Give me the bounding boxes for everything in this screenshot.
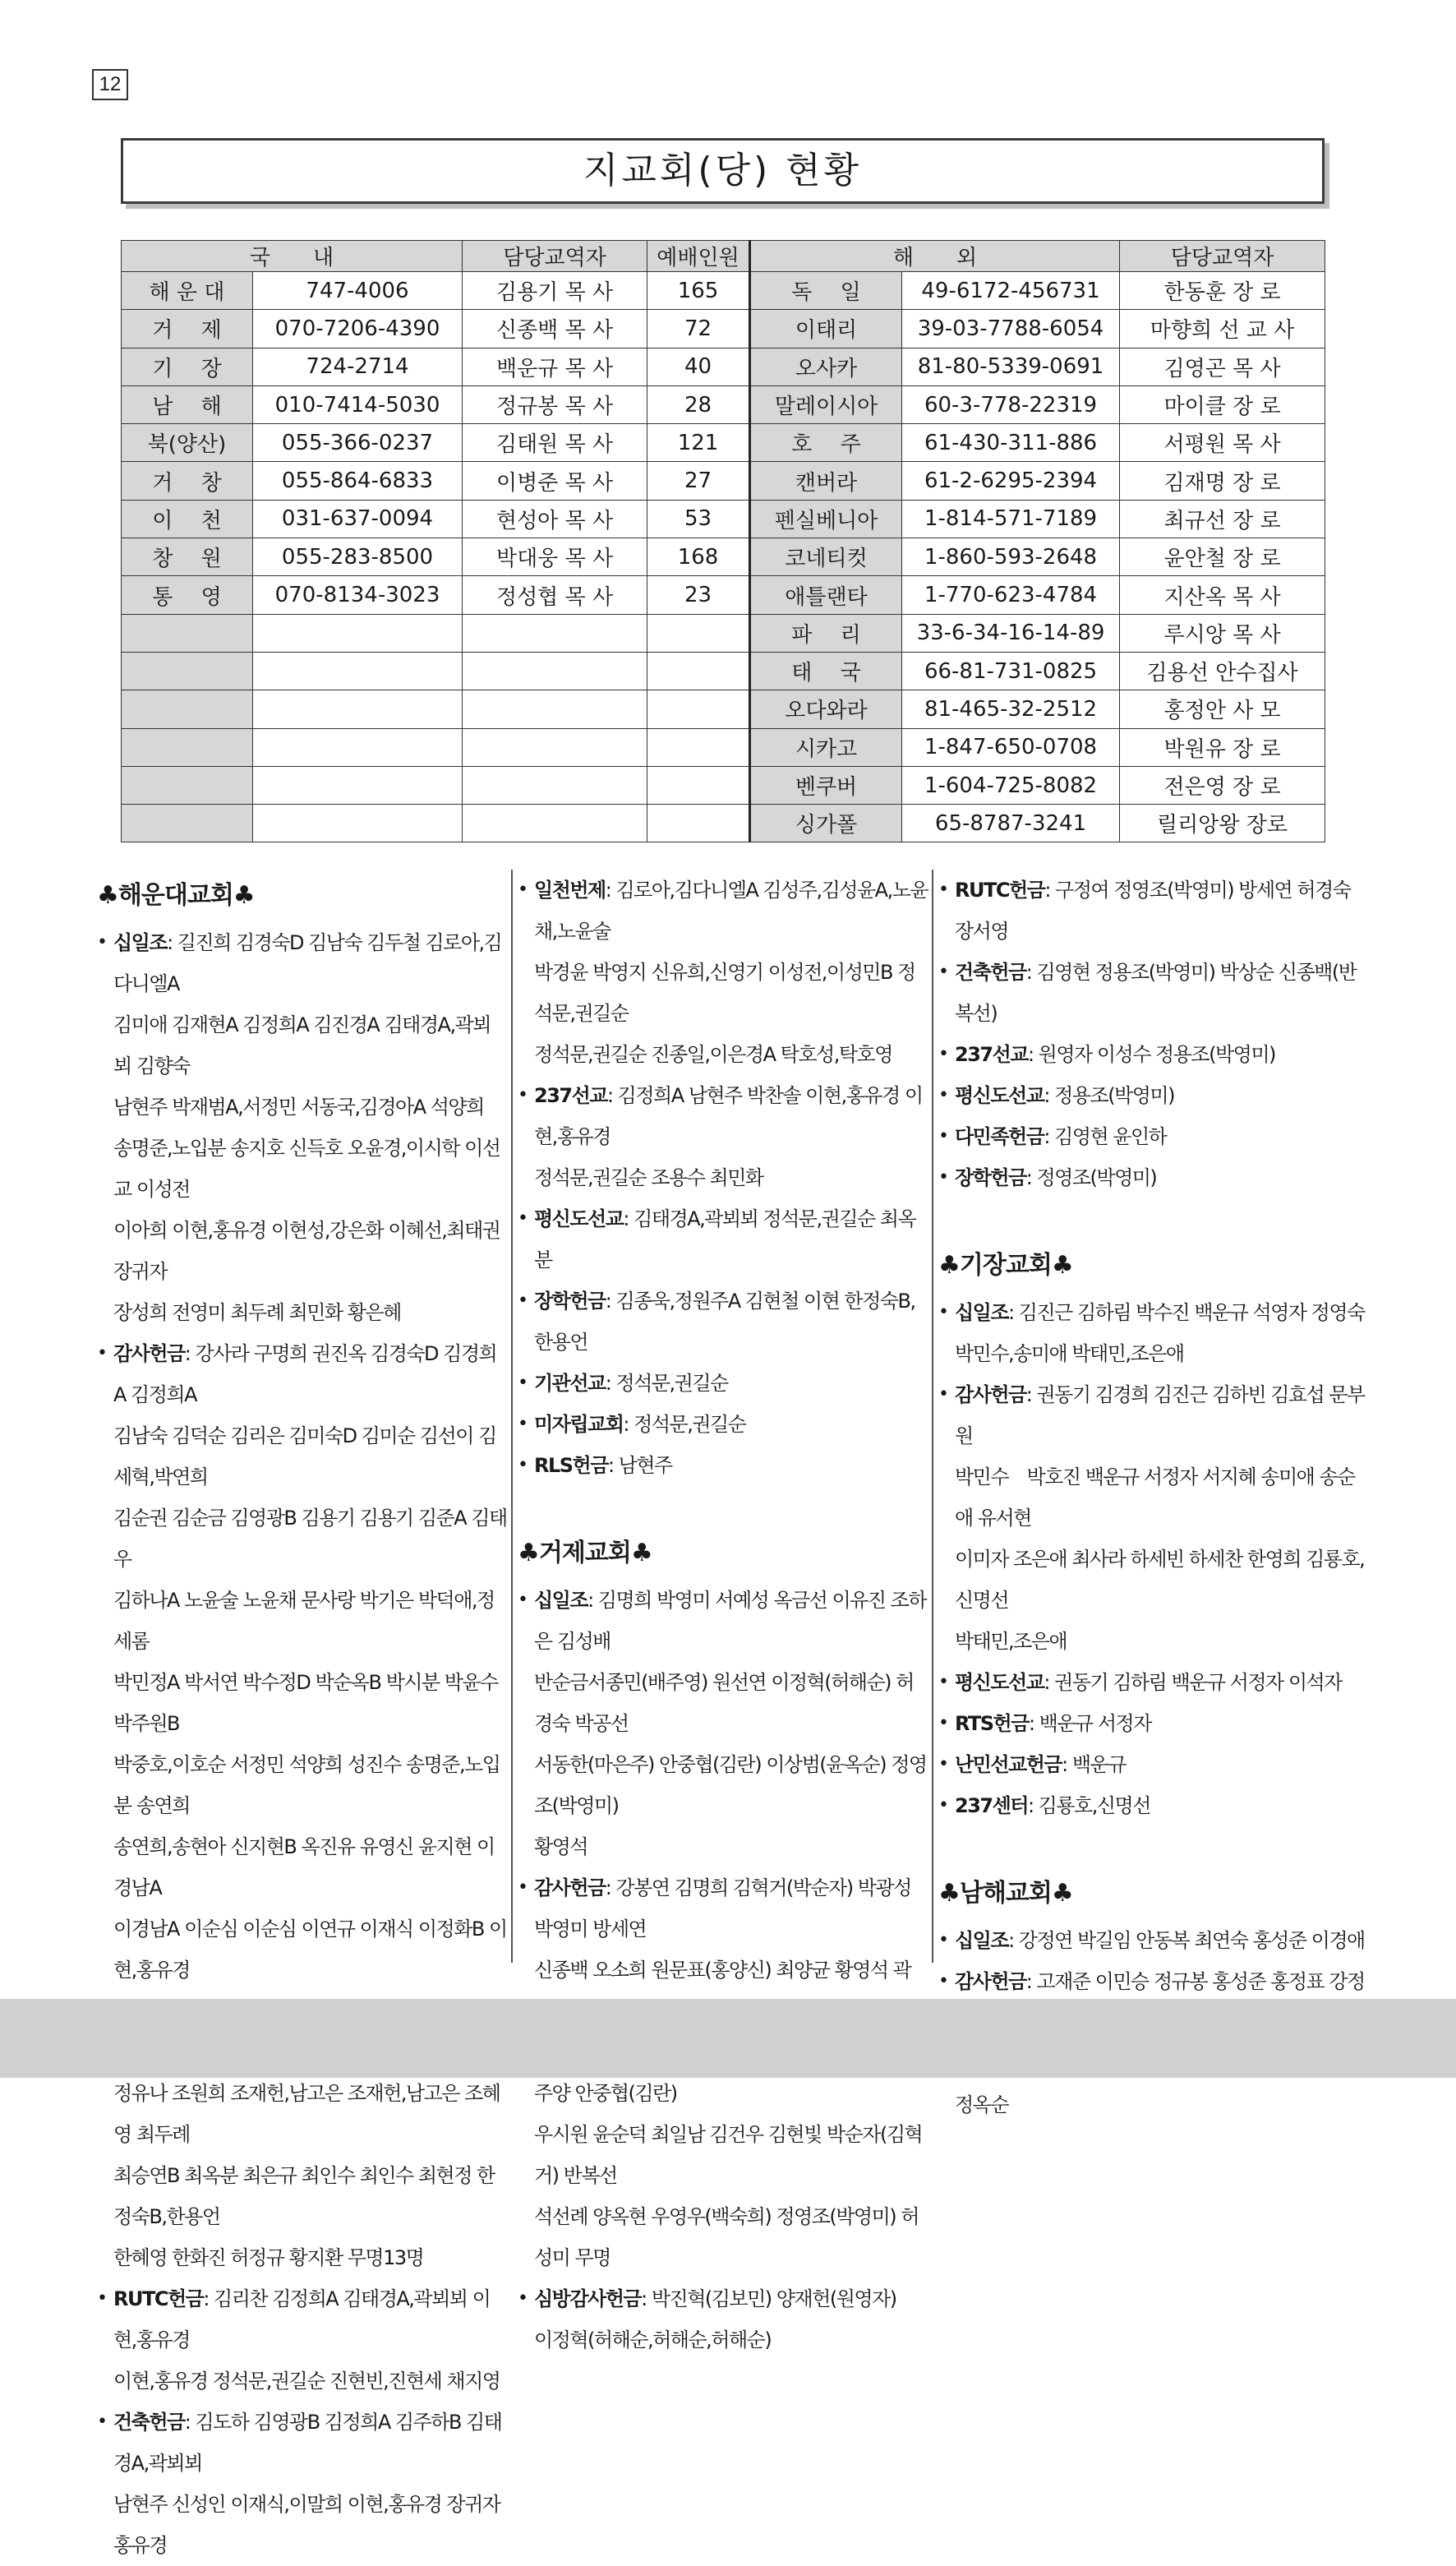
- list-item: [518, 2196, 928, 2278]
- table-cell-d-count: 168: [647, 538, 750, 576]
- list-item: [97, 1128, 508, 1210]
- page-number: 12: [92, 69, 128, 100]
- list-item: [518, 1404, 928, 1445]
- offering-label: 십일조: [955, 1929, 1009, 1952]
- offering-label: 237선교: [955, 1043, 1028, 1066]
- table-cell-d-count: 40: [647, 348, 750, 385]
- list-item: [518, 1198, 928, 1281]
- table-row: [122, 272, 1325, 310]
- table-cell-o-pastor: 김영곤 목 사: [1120, 348, 1325, 385]
- list-item: [938, 1785, 1366, 1826]
- offering-names: 장성희 전영미 최두례 최민화 황은혜: [113, 1301, 401, 1324]
- list-item: [518, 1157, 928, 1198]
- table-cell-d-pastor: 이병준 목 사: [463, 462, 647, 500]
- branch-church-table: [121, 240, 1325, 842]
- offering-label: RUTC헌금: [955, 879, 1045, 902]
- offering-names: 박민정A 박서연 박수정D 박순옥B 박시분 박윤수 박주원B: [113, 1671, 498, 1735]
- entry-list: [938, 870, 1366, 1198]
- offering-label: 감사헌금: [955, 1383, 1026, 1406]
- offering-names: 이경남A 이순심 이순심 이연규 이재식 이정화B 이현,홍유경: [113, 1918, 507, 1982]
- list-item: [97, 2484, 508, 2566]
- offering-names: 정옥순: [955, 2093, 1009, 2116]
- list-item: [938, 952, 1366, 1034]
- offering-label: RLS헌금: [534, 1454, 608, 1477]
- list-item: [97, 922, 508, 1004]
- table-cell-o-phone: 81-465-32-2512: [902, 690, 1120, 728]
- table-header-row: [122, 241, 1325, 272]
- table-cell-d-name: [122, 690, 253, 728]
- table-cell-d-name: [122, 652, 253, 690]
- table-cell-o-phone: 61-430-311-886: [902, 424, 1120, 462]
- entry-list: [97, 922, 508, 2566]
- offering-names: : 김리찬 김정희A 김태경A,곽뵈뵈 이현,홍유경: [113, 2287, 491, 2351]
- table-cell-d-phone: [253, 614, 463, 652]
- offering-names: 정석문,권길순 진종일,이은경A 탁호성,탁호영: [534, 1043, 892, 1066]
- table-cell-d-count: 165: [647, 272, 750, 310]
- offering-names: : 강봉연 김명희 김혁거(박순자) 박광성 박영미 방세연: [534, 1876, 911, 1941]
- offering-label: 평신도선교: [534, 1207, 624, 1230]
- table-cell-o-pastor: 박원유 장 로: [1120, 728, 1325, 766]
- offering-names: 이미자 조은애 최사라 하세빈 하세찬 한영희 김룡호,신명선: [955, 1548, 1365, 1612]
- table-cell-d-count: 28: [647, 385, 750, 423]
- offering-names: 이정혁(허해순,허해순,허해순): [534, 2328, 772, 2351]
- column-middle: [518, 870, 928, 2361]
- offering-names: : 김로아,김다니엘A 김성주,김성윤A,노윤채,노윤술: [534, 879, 928, 943]
- offering-names: 박태민,조은애: [955, 1630, 1067, 1653]
- list-item: [938, 1333, 1366, 1374]
- table-row: [122, 538, 1325, 576]
- list-item: [97, 2237, 508, 2278]
- offering-names: : 박진혁(김보민) 양재헌(원영자): [641, 2287, 896, 2310]
- table-cell-o-pastor: 릴리앙왕 장로: [1120, 805, 1325, 842]
- list-item: [97, 1004, 508, 1087]
- table-row: [122, 766, 1325, 804]
- table-cell-d-count: 72: [647, 310, 750, 348]
- page-title: 지교회(당) 현황: [121, 138, 1325, 204]
- table-cell-d-phone: 031-637-0094: [253, 500, 463, 538]
- table-cell-o-phone: 1-860-593-2648: [902, 538, 1120, 576]
- table-cell-d-count: [647, 728, 750, 766]
- table-cell-d-count: 121: [647, 424, 750, 462]
- offering-names: 반순금서종민(배주영) 원선연 이정혁(허해순) 허경숙 박공선: [534, 1671, 914, 1735]
- table-cell-d-pastor: [463, 805, 647, 842]
- offering-names: : 정용조(박영미): [1044, 1084, 1174, 1107]
- offering-label: 미자립교회: [534, 1413, 624, 1436]
- table-row: [122, 385, 1325, 423]
- table-cell-d-name: [122, 728, 253, 766]
- table-cell-d-pastor: [463, 690, 647, 728]
- list-item: [97, 1826, 508, 1908]
- list-item: [518, 1662, 928, 1744]
- entry-list: [518, 870, 928, 1486]
- offering-names: : 김명희 박영미 서예성 옥금선 이유진 조하은 김성배: [534, 1589, 927, 1653]
- table-cell-o-pastor: 서평원 목 사: [1120, 424, 1325, 462]
- offering-names: 최승연B 최옥분 최은규 최인수 최인수 최현정 한정숙B,한용언: [113, 2164, 495, 2228]
- table-cell-o-pastor: 전은영 장 로: [1120, 766, 1325, 804]
- list-item: [518, 952, 928, 1034]
- offering-label: 감사헌금: [955, 1970, 1026, 1993]
- offering-names: : 김진근 김하림 박수진 백운규 석영자 정영숙: [1008, 1301, 1365, 1324]
- table-cell-d-pastor: [463, 728, 647, 766]
- table-cell-d-name: [122, 766, 253, 804]
- table-row: [122, 500, 1325, 538]
- header-domestic-pastor: 담당교역자: [463, 241, 647, 272]
- offering-names: 정석문,권길순 조용수 최민화: [534, 1166, 763, 1189]
- table-cell-d-name: 거 창: [122, 462, 253, 500]
- table-cell-d-count: [647, 614, 750, 652]
- table-cell-o-name: 독 일: [750, 272, 902, 310]
- table-cell-d-count: [647, 690, 750, 728]
- table-cell-o-pastor: 마향희 선 교 사: [1120, 310, 1325, 348]
- column-haeundae: [97, 870, 508, 2566]
- table-cell-d-pastor: 백운규 목 사: [463, 348, 647, 385]
- offering-label: 십일조: [113, 931, 168, 954]
- offering-label: 감사헌금: [534, 1876, 606, 1899]
- table-cell-d-phone: [253, 728, 463, 766]
- offering-names: : 강사라 구명희 권진옥 김경숙D 김경희A 김정희A: [113, 1342, 497, 1406]
- header-attendance: 예배인원: [647, 241, 750, 272]
- table-cell-d-name: [122, 614, 253, 652]
- list-item: [518, 1867, 928, 1950]
- table-cell-o-phone: 60-3-778-22319: [902, 385, 1120, 423]
- offering-names: : 김룡호,신명선: [1027, 1794, 1150, 1817]
- offering-names: : 김영현 정용조(박영미) 박상순 신종백(반복선): [955, 961, 1357, 1025]
- table-cell-o-pastor: 김용선 안수집사: [1120, 652, 1325, 690]
- list-item: [938, 1539, 1366, 1621]
- table-cell-o-phone: 1-770-623-4784: [902, 576, 1120, 614]
- offering-names: 이현,홍유경 정석문,권길순 진현빈,진현세 채지영: [113, 2370, 500, 2393]
- offering-names: : 김영현 윤인하: [1044, 1125, 1167, 1148]
- offering-names: 석선례 양옥현 우영우(백숙희) 정영조(박영미) 허성미 무명: [534, 2205, 919, 2269]
- table-cell-o-phone: 33-6-34-16-14-89: [902, 614, 1120, 652]
- table-cell-d-count: 27: [647, 462, 750, 500]
- offering-names: 신종백 오소희 원문표(홍양신) 최양균 황영석 곽: [534, 1959, 911, 1982]
- table-cell-d-phone: [253, 652, 463, 690]
- table-cell-o-name: 이태리: [750, 310, 902, 348]
- table-cell-d-phone: 070-7206-4390: [253, 310, 463, 348]
- footer-band: [0, 1999, 1456, 2078]
- offering-names: 송명준,노입분 송지호 신득호 오윤경,이시학 이선교 이성전: [113, 1137, 500, 1201]
- table-cell-d-pastor: 박대웅 목 사: [463, 538, 647, 576]
- offering-names: 서동한(마은주) 안중협(김란) 이상범(윤옥순) 정영조(박영미): [534, 1753, 927, 1817]
- offering-label: 일천번제: [534, 879, 606, 902]
- offering-names: 주양 안중협(김란): [534, 2082, 677, 2105]
- offering-label: 건축헌금: [113, 2411, 185, 2434]
- list-item: [97, 1292, 508, 1333]
- table-cell-o-phone: 66-81-731-0825: [902, 652, 1120, 690]
- table-row: [122, 614, 1325, 652]
- offering-label: 십일조: [534, 1589, 588, 1612]
- list-item: [938, 1662, 1366, 1703]
- offering-label: 감사헌금: [113, 1342, 185, 1365]
- table-cell-o-name: 호 주: [750, 424, 902, 462]
- table-cell-o-name: 벤쿠버: [750, 766, 902, 804]
- table-cell-o-name: 말레이시아: [750, 385, 902, 423]
- offering-names: 박경윤 박영지 신유희,신영기 이성전,이성민B 정석문,권길순: [534, 961, 915, 1025]
- list-item: [97, 2361, 508, 2402]
- header-overseas: 해 외: [750, 241, 1120, 272]
- offering-label: 다민족헌금: [955, 1125, 1044, 1148]
- offering-label: 평신도선교: [955, 1084, 1044, 1107]
- offering-label: 기관선교: [534, 1372, 606, 1395]
- table-cell-d-name: 해 운 대: [122, 272, 253, 310]
- list-item: [97, 2402, 508, 2484]
- table-cell-o-name: 애틀랜타: [750, 576, 902, 614]
- list-item: [938, 1374, 1366, 1456]
- table-cell-o-name: 캔버라: [750, 462, 902, 500]
- list-item: [97, 2155, 508, 2237]
- list-item: [518, 1075, 928, 1157]
- offering-label: 237센터: [955, 1794, 1028, 1817]
- offering-names: : 백운규: [1062, 1753, 1126, 1776]
- table-cell-o-phone: 39-03-7788-6054: [902, 310, 1120, 348]
- table-cell-o-name: 오사카: [750, 348, 902, 385]
- table-cell-d-phone: [253, 766, 463, 804]
- offering-names: : 구정여 정영조(박영미) 방세연 허경숙 장서영: [955, 879, 1351, 943]
- list-item: [518, 2114, 928, 2196]
- offering-names: : 원영자 이성수 정용조(박영미): [1027, 1043, 1275, 1066]
- offering-names: : 김도하 김영광B 김정희A 김주하B 김태경A,곽뵈뵈: [113, 2411, 502, 2475]
- offering-label: RUTC헌금: [113, 2287, 204, 2310]
- list-item: [97, 1498, 508, 1580]
- list-item: [518, 1826, 928, 1867]
- list-item: [518, 1744, 928, 1826]
- list-item: [97, 1087, 508, 1128]
- list-item: [518, 2278, 928, 2319]
- table-cell-d-name: 창 원: [122, 538, 253, 576]
- section-title-namhae: ♣남해교회♣: [938, 1879, 1073, 1908]
- offering-names: 이아희 이현,홍유경 이현성,강은화 이혜선,최태권 장귀자: [113, 1219, 500, 1283]
- list-item: [97, 1333, 508, 1415]
- table-cell-d-name: [122, 805, 253, 842]
- table-cell-o-pastor: 마이클 장 로: [1120, 385, 1325, 423]
- list-item: [938, 1116, 1366, 1157]
- table-cell-o-phone: 49-6172-456731: [902, 272, 1120, 310]
- table-cell-d-phone: 724-2714: [253, 348, 463, 385]
- list-item: [518, 870, 928, 952]
- list-item: [518, 1281, 928, 1363]
- table-cell-d-phone: 747-4006: [253, 272, 463, 310]
- offering-names: 김하나A 노윤술 노윤채 문사랑 박기은 박덕애,정세롬: [113, 1589, 495, 1653]
- table-row: [122, 462, 1325, 500]
- table-cell-o-pastor: 지산옥 목 사: [1120, 576, 1325, 614]
- list-item: [938, 1456, 1366, 1539]
- table-cell-o-pastor: 한동훈 장 로: [1120, 272, 1325, 310]
- list-item: [97, 2278, 508, 2361]
- table-cell-o-name: 시카고: [750, 728, 902, 766]
- table-cell-d-phone: 055-864-6833: [253, 462, 463, 500]
- offering-names: 정유나 조원희 조재헌,남고은 조재헌,남고은 조혜영 최두례: [113, 2082, 500, 2146]
- entry-list: [938, 1292, 1366, 1826]
- table-cell-d-pastor: [463, 652, 647, 690]
- section-title-gijang: ♣기장교회♣: [938, 1251, 1073, 1280]
- offering-names: : 김종욱,정원주A 김현철 이현 한정숙B,한용언: [534, 1290, 915, 1354]
- list-item: [518, 1034, 928, 1075]
- header-overseas-pastor: 담당교역자: [1120, 241, 1325, 272]
- offering-lists: [0, 870, 1456, 2557]
- table-cell-d-phone: 055-283-8500: [253, 538, 463, 576]
- offering-names: 박민수,송미애 박태민,조은애: [955, 1342, 1184, 1365]
- offering-label: 십일조: [955, 1301, 1009, 1324]
- table-row: [122, 805, 1325, 842]
- list-item: [938, 1920, 1366, 1961]
- table-cell-o-phone: 81-80-5339-0691: [902, 348, 1120, 385]
- table-cell-o-name: 코네티컷: [750, 538, 902, 576]
- list-item: [97, 1210, 508, 1292]
- column-right: [938, 870, 1366, 2125]
- offering-names: : 길진희 김경숙D 김남숙 김두철 김로아,김다니엘A: [113, 931, 502, 995]
- table-cell-d-name: 북(양산): [122, 424, 253, 462]
- table-cell-d-name: 기 장: [122, 348, 253, 385]
- offering-names: : 김정희A 남현주 박찬솔 이현,홍유경 이현,홍유경: [534, 1084, 923, 1148]
- table-cell-d-name: 이 천: [122, 500, 253, 538]
- offering-names: 박민수 박호진 백운규 서정자 서지혜 송미애 송순애 유서현: [955, 1465, 1355, 1530]
- list-item: [518, 1445, 928, 1486]
- offering-names: : 권동기 김하림 백운규 서정자 이석자: [1044, 1671, 1342, 1694]
- table-cell-d-count: [647, 766, 750, 804]
- offering-names: : 고재준 이민승 정규봉 홍성준 홍정표 강정: [1025, 1970, 1365, 1993]
- offering-names: 한혜영 한화진 허정규 황지환 무명13명: [113, 2246, 424, 2269]
- offering-names: : 백운규 서정자: [1028, 1712, 1151, 1735]
- table-cell-d-count: 53: [647, 500, 750, 538]
- table-cell-d-count: [647, 805, 750, 842]
- list-item: [518, 1580, 928, 1662]
- offering-label: 장학헌금: [955, 1166, 1026, 1189]
- list-item: [97, 1580, 508, 1662]
- section-title-geoje: ♣거제교회♣: [518, 1539, 652, 1567]
- table-cell-d-pastor: 신종백 목 사: [463, 310, 647, 348]
- table-row: [122, 652, 1325, 690]
- table-cell-o-pastor: 김재명 장 로: [1120, 462, 1325, 500]
- table-cell-d-pastor: [463, 614, 647, 652]
- offering-names: 김남숙 김덕순 김리은 김미숙D 김미순 김선이 김세혁,박연희: [113, 1424, 496, 1488]
- table-cell-o-phone: 1-604-725-8082: [902, 766, 1120, 804]
- table-cell-d-phone: [253, 690, 463, 728]
- table-cell-d-pastor: 현성아 목 사: [463, 500, 647, 538]
- offering-names: 송연희,송현아 신지현B 옥진유 유영신 윤지현 이경남A: [113, 1835, 495, 1899]
- offering-names: : 정석문,권길순: [605, 1372, 728, 1395]
- offering-label: 장학헌금: [534, 1290, 606, 1313]
- list-item: [97, 1908, 508, 1991]
- table-cell-d-name: 거 제: [122, 310, 253, 348]
- table-cell-o-pastor: 홍정안 사 모: [1120, 690, 1325, 728]
- table-row: [122, 424, 1325, 462]
- table-cell-d-count: [647, 652, 750, 690]
- offering-names: : 강정연 박길임 안동복 최연숙 홍성준 이경애: [1008, 1929, 1365, 1952]
- table-cell-d-phone: 010-7414-5030: [253, 385, 463, 423]
- table-cell-o-name: 파 리: [750, 614, 902, 652]
- table-cell-o-pastor: 최규선 장 로: [1120, 500, 1325, 538]
- offering-names: : 남현주: [607, 1454, 672, 1477]
- table-cell-o-name: 오다와라: [750, 690, 902, 728]
- offering-names: : 정영조(박영미): [1025, 1166, 1157, 1189]
- offering-label: 평신도선교: [955, 1671, 1044, 1694]
- list-item: [518, 1363, 928, 1404]
- offering-names: 우시원 윤순덕 최일남 김건우 김현빛 박순자(김혁거) 반복선: [534, 2123, 923, 2187]
- offering-label: 난민선교헌금: [955, 1753, 1062, 1776]
- table-cell-d-pastor: 정규봉 목 사: [463, 385, 647, 423]
- table-row: [122, 576, 1325, 614]
- offering-label: 237선교: [534, 1084, 607, 1107]
- table-cell-d-pastor: 정성협 목 사: [463, 576, 647, 614]
- list-item: [938, 1703, 1366, 1744]
- table-cell-d-pastor: [463, 766, 647, 804]
- table-cell-d-name: 통 영: [122, 576, 253, 614]
- table-row: [122, 310, 1325, 348]
- offering-names: 황영석: [534, 1835, 588, 1858]
- table-cell-o-phone: 1-847-650-0708: [902, 728, 1120, 766]
- offering-label: 심방감사헌금: [534, 2287, 642, 2310]
- list-item: [518, 2319, 928, 2361]
- offering-label: RTS헌금: [955, 1712, 1029, 1735]
- table-cell-d-pastor: 김용기 목 사: [463, 272, 647, 310]
- offering-names: 박중호,이호순 서정민 석양희 성진수 송명준,노입분 송연희: [113, 1753, 500, 1817]
- header-domestic: 국 내: [122, 241, 463, 272]
- table-cell-o-pastor: 루시앙 목 사: [1120, 614, 1325, 652]
- table-cell-d-phone: 055-366-0237: [253, 424, 463, 462]
- offering-names: 남현주 신성인 이재식,이말희 이현,홍유경 장귀자 홍유경: [113, 2493, 500, 2557]
- table-cell-o-pastor: 윤안철 장 로: [1120, 538, 1325, 576]
- table-cell-d-pastor: 김태원 목 사: [463, 424, 647, 462]
- table-cell-d-phone: 070-8134-3023: [253, 576, 463, 614]
- table-cell-d-count: 23: [647, 576, 750, 614]
- list-item: [938, 870, 1366, 952]
- list-item: [938, 1744, 1366, 1785]
- list-item: [938, 1034, 1366, 1075]
- list-item: [97, 1744, 508, 1826]
- list-item: [938, 1292, 1366, 1333]
- table-cell-d-name: 남 해: [122, 385, 253, 423]
- table-cell-o-phone: 1-814-571-7189: [902, 500, 1120, 538]
- list-item: [938, 1075, 1366, 1116]
- table-row: [122, 348, 1325, 385]
- table-cell-d-phone: [253, 805, 463, 842]
- list-item: [97, 1415, 508, 1498]
- offering-label: 건축헌금: [955, 961, 1026, 984]
- list-item: [938, 1157, 1366, 1198]
- table-row: [122, 690, 1325, 728]
- table-cell-o-phone: 61-2-6295-2394: [902, 462, 1120, 500]
- offering-names: : 권동기 김경희 김진근 김하빈 김효섭 문부원: [955, 1383, 1365, 1447]
- table-row: [122, 728, 1325, 766]
- list-item: [97, 1662, 508, 1744]
- offering-names: 김미애 김재현A 김정희A 김진경A 김태경A,곽뵈뵈 김향숙: [113, 1013, 491, 1078]
- section-title-haeundae: ♣해운대교회♣: [97, 881, 255, 910]
- table-cell-o-phone: 65-8787-3241: [902, 805, 1120, 842]
- list-item: [938, 1621, 1366, 1662]
- offering-names: 남현주 박재범A,서정민 서동국,김경아A 석양희: [113, 1096, 484, 1119]
- table-cell-o-name: 싱가폴: [750, 805, 902, 842]
- offering-names: : 김태경A,곽뵈뵈 정석문,권길순 최옥분: [534, 1207, 916, 1271]
- list-item: [97, 2073, 508, 2155]
- table-cell-o-name: 태 국: [750, 652, 902, 690]
- offering-names: : 정석문,권길순: [623, 1413, 746, 1436]
- entry-list: [518, 1580, 928, 2361]
- table-cell-o-name: 펜실베니아: [750, 500, 902, 538]
- offering-names: 김순권 김순금 김영광B 김용기 김용기 김준A 김태우: [113, 1507, 507, 1571]
